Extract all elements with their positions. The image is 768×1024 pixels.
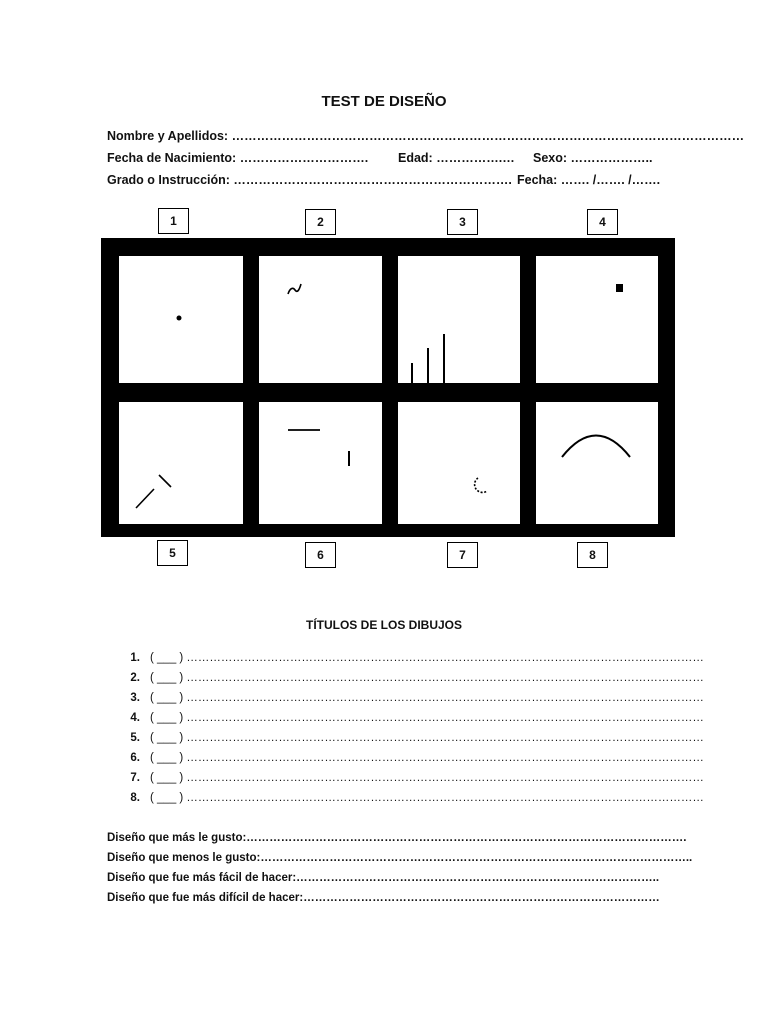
question-most-liked[interactable]: Diseño que más le gusto:……………………………………………………………………………………………………. xyxy=(107,832,687,844)
drawing-number-3: 3 xyxy=(447,209,478,235)
drawing-cell-3[interactable] xyxy=(398,256,520,383)
sexo-label: Sexo: xyxy=(533,151,568,165)
page-title: TEST DE DISEÑO xyxy=(321,93,447,110)
answer-row-8[interactable] xyxy=(118,792,704,804)
stimulus-diagonal-short xyxy=(159,475,171,487)
stimulus-square xyxy=(616,284,623,292)
drawing-number-2: 2 xyxy=(305,209,336,235)
answer-line[interactable]: ( ___ ) ……………………………………………………………………………………………………………………… xyxy=(150,672,704,684)
answer-number: 8. xyxy=(130,792,140,804)
drawing-number-1: 1 xyxy=(158,208,189,234)
fecha-label: Fecha: xyxy=(517,173,558,187)
answer-line[interactable]: ( ___ ) ……………………………………………………………………………………………………………………… xyxy=(150,732,704,744)
drawing-cell-2[interactable] xyxy=(259,256,382,383)
nombre-field[interactable] xyxy=(107,129,744,143)
answer-line[interactable]: ( ___ ) ……………………………………………………………………………………………………………………… xyxy=(150,652,704,664)
answer-row-7[interactable] xyxy=(118,772,704,784)
edad-dots: …………….… xyxy=(436,151,515,165)
drawing-number-5: 5 xyxy=(157,540,188,566)
edad-label: Edad: xyxy=(398,151,433,165)
stimulus-arc xyxy=(562,436,630,458)
question-hardest[interactable]: Diseño que fue más difícil de hacer:………………………………………………………………………………… xyxy=(107,892,660,904)
stimulus-dot xyxy=(177,316,182,321)
drawing-cell-5[interactable] xyxy=(119,402,243,524)
drawing-cell-1[interactable] xyxy=(119,256,243,383)
grado-label: Grado o Instrucción: xyxy=(107,173,230,187)
answer-line[interactable]: ( ___ ) ……………………………………………………………………………………………………………………… xyxy=(150,772,704,784)
question-easiest[interactable]: Diseño que fue más fácil de hacer:………………………………………………………………………………….. xyxy=(107,872,660,884)
titles-heading: TÍTULOS DE LOS DIBUJOS xyxy=(305,618,462,632)
fecha-nacimiento-dots: …………………………. xyxy=(239,151,369,165)
drawing-number-4: 4 xyxy=(587,209,618,235)
fecha-field[interactable] xyxy=(517,173,660,187)
sexo-field[interactable] xyxy=(533,151,652,165)
fecha-nacimiento-field[interactable] xyxy=(107,151,368,165)
answer-number: 3. xyxy=(130,692,140,704)
edad-field[interactable] xyxy=(398,151,515,165)
drawing-cell-4[interactable] xyxy=(536,256,658,383)
grado-dots: …………………………………………………………. xyxy=(233,173,512,187)
drawing-number-7: 7 xyxy=(447,542,478,568)
answer-row-2[interactable] xyxy=(118,672,704,684)
drawing-cell-7[interactable] xyxy=(398,402,520,524)
answer-line[interactable]: ( ___ ) ……………………………………………………………………………………………………………………… xyxy=(150,712,704,724)
nombre-dots: …………………………………………………………………………………………………………… xyxy=(231,129,745,143)
answer-line[interactable]: ( ___ ) ……………………………………………………………………………………………………………………… xyxy=(150,752,704,764)
drawing-number-8: 8 xyxy=(577,542,608,568)
drawing-number-6: 6 xyxy=(305,542,336,568)
answer-row-1[interactable] xyxy=(118,652,704,664)
stimulus-dotted-arc xyxy=(475,478,487,492)
fecha-nacimiento-label: Fecha de Nacimiento: xyxy=(107,151,237,165)
sexo-dots: ……………….. xyxy=(570,151,653,165)
fecha-value: ……. /……. /……. xyxy=(560,173,661,187)
answer-number: 6. xyxy=(130,752,140,764)
grado-field[interactable] xyxy=(107,173,512,187)
answer-row-4[interactable] xyxy=(118,712,704,724)
answer-number: 4. xyxy=(130,712,140,724)
stimulus-diagonal-long xyxy=(136,489,154,508)
drawing-cell-8[interactable] xyxy=(536,402,658,524)
nombre-label: Nombre y Apellidos: xyxy=(107,129,229,143)
answer-row-6[interactable] xyxy=(118,752,704,764)
stimulus-wave-line xyxy=(288,284,301,294)
answer-row-5[interactable] xyxy=(118,732,704,744)
drawing-grid xyxy=(101,238,675,537)
answer-number: 5. xyxy=(130,732,140,744)
answer-number: 7. xyxy=(130,772,140,784)
question-least-liked[interactable]: Diseño que menos le gusto:………………………………………………………………………………………………….. xyxy=(107,852,693,864)
answer-number: 2. xyxy=(130,672,140,684)
answer-number: 1. xyxy=(130,652,140,664)
answer-line[interactable]: ( ___ ) ……………………………………………………………………………………………………………………… xyxy=(150,692,704,704)
answer-row-3[interactable] xyxy=(118,692,704,704)
answer-line[interactable]: ( ___ ) ……………………………………………………………………………………………………………………… xyxy=(150,792,704,804)
drawing-cell-6[interactable] xyxy=(259,402,382,524)
